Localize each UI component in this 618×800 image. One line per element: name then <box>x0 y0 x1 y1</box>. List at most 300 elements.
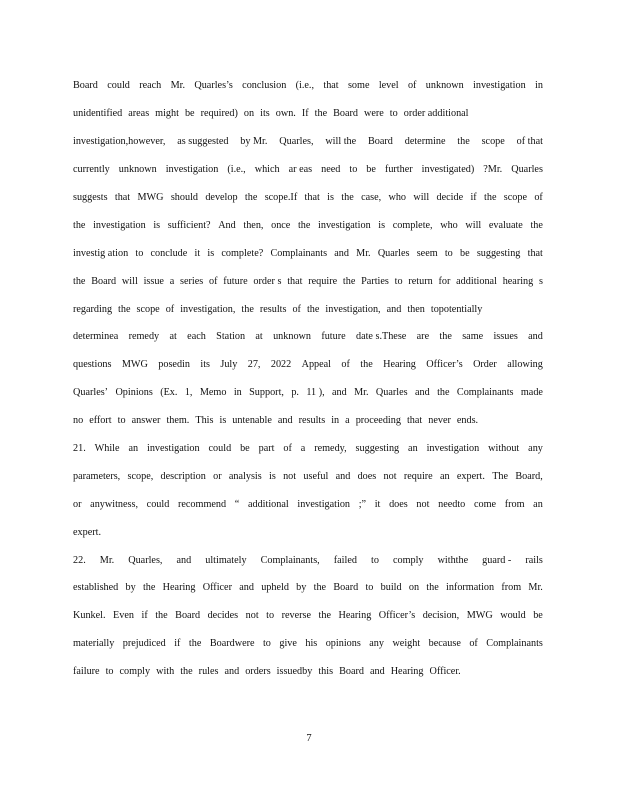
word: need <box>321 164 341 176</box>
word: Board <box>333 108 358 120</box>
word: with <box>156 666 175 678</box>
word: series <box>180 275 204 287</box>
text-line <box>73 100 543 128</box>
word: be <box>459 247 470 259</box>
word: could <box>208 443 232 455</box>
word: determinea <box>73 331 119 343</box>
word: Quarles <box>377 247 410 259</box>
word: This <box>195 415 214 427</box>
word: should <box>170 192 198 203</box>
word: to <box>262 638 271 650</box>
word: by <box>125 582 136 594</box>
word: and <box>239 582 254 594</box>
word: Support, <box>249 387 284 399</box>
word: be <box>366 164 376 176</box>
word: of <box>292 303 301 315</box>
word: and <box>414 387 430 399</box>
text-line <box>73 267 543 295</box>
word: an <box>128 443 139 455</box>
word: Board <box>91 275 117 287</box>
text-line <box>73 630 543 658</box>
word: seem <box>416 247 438 259</box>
word: (Ex. <box>160 387 178 399</box>
word: Mr. <box>528 582 543 594</box>
word: and <box>176 554 192 566</box>
word: because <box>428 638 461 650</box>
word: Memo <box>199 387 227 399</box>
text-line <box>73 574 543 602</box>
word: order s <box>253 275 282 287</box>
word: Hearing <box>162 582 196 594</box>
word: Complainants, <box>260 554 320 566</box>
word: and <box>335 470 351 482</box>
word: be <box>184 108 195 120</box>
word: and <box>386 303 402 315</box>
text-line <box>73 490 543 518</box>
word: The <box>492 470 509 482</box>
word: Officer’s <box>426 359 463 371</box>
word: MWG <box>137 192 164 203</box>
word: future <box>223 275 248 287</box>
word: 2022 <box>270 359 292 371</box>
word: (i.e., <box>227 164 246 176</box>
word: is <box>269 470 276 482</box>
word: to <box>105 666 114 678</box>
word: a <box>300 443 306 455</box>
word: of that <box>516 136 543 148</box>
word: (i.e., <box>295 80 315 92</box>
word: unknown <box>273 331 311 343</box>
word: further <box>384 164 413 176</box>
text-line <box>73 128 543 156</box>
word: the <box>118 303 131 315</box>
word: who <box>388 192 407 203</box>
word: recommend <box>177 498 227 510</box>
word: answer <box>131 415 161 427</box>
word: July <box>220 359 238 371</box>
word: scope <box>481 136 505 148</box>
word: of <box>209 275 218 287</box>
word: sufficient? <box>167 219 211 231</box>
word: s <box>539 275 543 287</box>
word: same <box>462 331 484 343</box>
word: failure <box>73 666 100 678</box>
word: And <box>218 219 236 231</box>
word: failed <box>333 554 357 566</box>
text-line <box>73 435 543 463</box>
word: the <box>241 303 254 315</box>
text-line <box>73 323 543 351</box>
text-line <box>73 184 543 212</box>
word: and <box>334 247 349 259</box>
word: it <box>194 247 201 259</box>
word: is <box>378 219 386 231</box>
word: Complainants <box>270 247 328 259</box>
word: to <box>117 415 126 427</box>
word: of <box>534 192 543 203</box>
word: analysis <box>228 470 262 482</box>
word: issuedby <box>276 666 313 678</box>
word: Even <box>113 610 134 622</box>
word: rails <box>525 554 543 566</box>
word: and <box>224 666 240 678</box>
word: investigation <box>318 219 371 231</box>
word: an <box>408 443 418 455</box>
word: give <box>279 638 297 650</box>
word: who <box>440 219 458 231</box>
word: issues <box>493 331 518 343</box>
word: p. <box>291 387 299 399</box>
word: some <box>347 80 370 92</box>
word: evaluate <box>488 219 523 231</box>
word: will <box>121 275 138 287</box>
word: comply <box>119 666 151 678</box>
word: for <box>438 275 451 287</box>
word: that <box>527 247 543 259</box>
word: never <box>428 415 451 427</box>
word: its <box>200 359 210 371</box>
word: the <box>142 582 156 594</box>
word: comply <box>392 554 424 566</box>
word: Board <box>339 666 364 678</box>
word: areas <box>128 108 150 120</box>
word: and <box>369 666 385 678</box>
word: suggesting <box>476 247 521 259</box>
word: Board, <box>515 470 543 482</box>
word: come <box>473 498 497 510</box>
word: weight <box>392 638 421 650</box>
word: investigation,however, <box>73 136 166 148</box>
word: rules <box>198 666 219 678</box>
word: questions <box>73 359 112 371</box>
word: is <box>207 247 215 259</box>
word: proceeding <box>355 415 401 427</box>
text-line <box>73 351 543 379</box>
word: ultimately <box>205 554 247 566</box>
word: materially <box>73 638 115 650</box>
text-line <box>73 211 543 239</box>
word: 1, <box>184 387 193 399</box>
body-text <box>73 72 543 686</box>
word: suggests <box>73 192 108 203</box>
word: the <box>426 582 439 594</box>
word: the <box>73 275 86 287</box>
text-line <box>73 546 543 574</box>
word: of <box>407 80 417 92</box>
word: his <box>305 638 318 650</box>
word: guard - <box>482 554 512 566</box>
word: Quarles <box>511 164 543 176</box>
word: or <box>213 470 222 482</box>
word: Mr. <box>354 387 369 399</box>
word: not <box>383 470 397 482</box>
word: ;” <box>358 498 367 510</box>
word: as suggested <box>177 136 229 148</box>
word: will <box>465 219 482 231</box>
word: future <box>321 331 346 343</box>
word: the <box>530 219 543 231</box>
word: Officer <box>202 582 232 594</box>
word: If <box>301 108 309 120</box>
word: investigation, <box>325 303 381 315</box>
word: if <box>174 638 181 650</box>
word: unknown <box>118 164 157 176</box>
word: build <box>380 582 402 594</box>
word: the <box>439 331 452 343</box>
word: date s.These <box>355 331 407 343</box>
word: any <box>369 638 384 650</box>
word: the <box>244 192 258 203</box>
word: the <box>341 192 354 203</box>
word: could <box>107 80 130 92</box>
word: posedin <box>158 359 190 371</box>
word: of <box>165 303 175 315</box>
word: does <box>357 470 377 482</box>
word: suggesting <box>355 443 400 455</box>
word: Opinions <box>115 387 153 399</box>
word: remedy <box>128 331 160 343</box>
word: 21. <box>73 443 86 455</box>
word: ends. <box>456 415 479 427</box>
word: the <box>73 219 86 231</box>
word: Station <box>216 331 246 343</box>
word: that <box>287 275 303 287</box>
word: decision, <box>422 610 460 622</box>
word: MWG <box>466 610 493 622</box>
word: is <box>219 415 227 427</box>
word: information <box>446 582 495 594</box>
word: the <box>155 610 168 622</box>
word: investigation <box>146 443 200 455</box>
word: of <box>283 443 292 455</box>
word: an <box>533 498 543 510</box>
word: decide <box>436 192 464 203</box>
word: Mr. <box>170 80 186 92</box>
word: Board <box>73 80 98 92</box>
word: anywitness, <box>90 498 138 510</box>
word: own. <box>275 108 296 120</box>
text-line <box>73 239 543 267</box>
word: results <box>259 303 287 315</box>
word: Officer. <box>429 666 461 678</box>
word: from <box>504 498 525 510</box>
word: not <box>245 610 259 622</box>
word: no <box>73 415 84 427</box>
word: issue <box>143 275 164 287</box>
word: conclusion <box>242 80 287 92</box>
word: and <box>332 387 347 399</box>
word: Hearing <box>383 359 416 371</box>
word: not <box>416 498 430 510</box>
text-line <box>73 156 543 184</box>
word: to <box>389 108 398 120</box>
text-line <box>73 602 543 630</box>
word: on <box>243 108 255 120</box>
word: Officer’s <box>378 610 416 622</box>
text-line <box>73 518 543 546</box>
word: regarding <box>73 303 113 315</box>
word: Appeal <box>301 359 332 371</box>
word: an <box>440 470 450 482</box>
word: Quarles’s <box>194 80 233 92</box>
word: made <box>520 387 543 399</box>
word: reach <box>139 80 162 92</box>
word: be <box>533 610 543 622</box>
word: to <box>444 247 453 259</box>
word: Board <box>333 582 359 594</box>
word: to <box>266 610 275 622</box>
word: once <box>271 219 291 231</box>
word: Quarles, <box>128 554 163 566</box>
word: them. <box>166 415 190 427</box>
word: reverse <box>281 610 312 622</box>
word: complete, <box>392 219 433 231</box>
word: Hearing <box>390 666 424 678</box>
word: at <box>169 331 177 343</box>
word: untenable <box>232 415 272 427</box>
word: might <box>155 108 179 120</box>
word: require <box>403 470 433 482</box>
word: from <box>501 582 522 594</box>
word: or <box>73 498 82 510</box>
word: investigation <box>426 443 480 455</box>
word: the <box>297 219 311 231</box>
word: a <box>345 415 350 427</box>
word: allowing <box>507 359 543 371</box>
word: that <box>406 415 423 427</box>
word: be <box>240 443 250 455</box>
word: complete? <box>221 247 264 259</box>
word: scope <box>503 192 527 203</box>
word: Quarles, <box>279 136 314 148</box>
word: Complainants <box>456 387 514 399</box>
word: orders <box>245 666 271 678</box>
word: currently <box>73 164 110 176</box>
word: of <box>469 638 478 650</box>
word: without <box>488 443 520 455</box>
word: investigation, <box>180 303 236 315</box>
word: unknown <box>425 80 464 92</box>
word: any <box>528 443 543 455</box>
word: require <box>308 275 338 287</box>
word: the <box>318 610 331 622</box>
word: case, <box>361 192 382 203</box>
word: topotentially <box>430 303 483 315</box>
word: the <box>484 192 497 203</box>
word: Kunkel. <box>73 610 106 622</box>
word: to <box>135 247 144 259</box>
word: hearing <box>502 275 534 287</box>
word: by Mr. <box>240 136 268 148</box>
word: 22. <box>73 554 86 566</box>
word: investigation <box>165 164 219 176</box>
word: results <box>298 415 326 427</box>
word: then <box>407 303 425 315</box>
word: unidentified <box>73 108 123 120</box>
word: could <box>146 498 170 510</box>
word: would <box>500 610 526 622</box>
text-line <box>73 379 543 407</box>
word: of <box>341 359 350 371</box>
word: to <box>365 582 374 594</box>
word: return <box>408 275 433 287</box>
word: which <box>254 164 280 176</box>
word: that <box>304 192 320 203</box>
word: level <box>378 80 399 92</box>
word: investigation <box>473 80 526 92</box>
word: the <box>313 582 327 594</box>
word: MWG <box>121 359 148 371</box>
word: part <box>258 443 275 455</box>
word: in <box>535 80 543 92</box>
word: determine <box>404 136 446 148</box>
word: Order <box>473 359 497 371</box>
word: ar eas <box>288 164 313 176</box>
word: will <box>413 192 430 203</box>
word: investigation <box>297 498 351 510</box>
word: investigated) <box>421 164 475 176</box>
word: opinions <box>325 638 361 650</box>
word: required) <box>200 108 238 120</box>
word: Parties <box>361 275 389 287</box>
word: Hearing <box>338 610 372 622</box>
word: it <box>374 498 381 510</box>
word: the <box>188 638 202 650</box>
word: are <box>416 331 430 343</box>
word: that <box>323 80 339 92</box>
word: a <box>169 275 175 287</box>
word: Board <box>175 610 201 622</box>
word: order additional <box>403 108 469 120</box>
word: additional <box>247 498 289 510</box>
word: prejudiced <box>122 638 166 650</box>
text-line <box>73 462 543 490</box>
word: in <box>233 387 242 399</box>
word: expert. <box>73 526 102 538</box>
word: in <box>331 415 340 427</box>
word: 27, <box>247 359 261 371</box>
word: the <box>180 666 193 678</box>
text-line <box>73 658 543 686</box>
word: and <box>528 331 543 343</box>
page-number: 7 <box>306 733 312 744</box>
word: will the <box>325 136 357 148</box>
word: is <box>327 192 334 203</box>
word: While <box>94 443 120 455</box>
word: that <box>114 192 131 203</box>
word: upheld <box>261 582 289 594</box>
word: investigation <box>93 219 146 231</box>
word: Board <box>368 136 393 148</box>
word: Quarles <box>375 387 408 399</box>
word: ?Mr. <box>483 164 503 176</box>
word: Mr. <box>99 554 115 566</box>
word: Complainants <box>486 638 543 650</box>
word: does <box>389 498 408 510</box>
word: withthe <box>437 554 469 566</box>
word: the <box>306 303 320 315</box>
word: at <box>255 331 263 343</box>
word: description <box>160 470 206 482</box>
word: useful <box>303 470 329 482</box>
word: each <box>187 331 206 343</box>
word: scope <box>136 303 160 315</box>
word: if <box>470 192 477 203</box>
word: Mr. <box>356 247 371 259</box>
word: expert. <box>456 470 485 482</box>
word: the <box>457 136 470 148</box>
word: 11 ), <box>306 387 325 399</box>
